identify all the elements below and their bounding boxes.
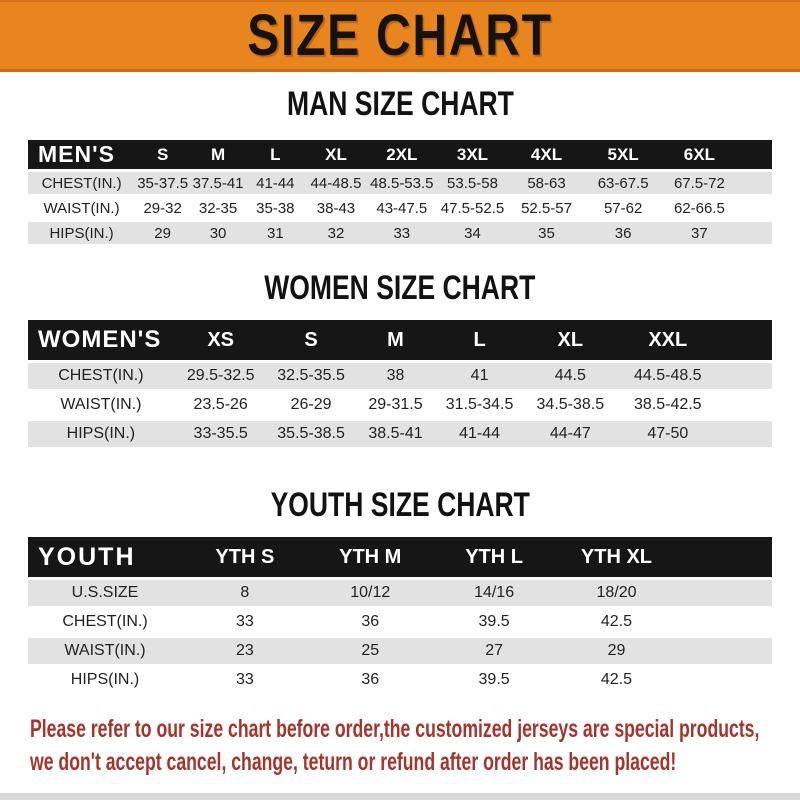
size-value-cell: 36 bbox=[584, 222, 661, 244]
size-value-cell: 32 bbox=[305, 222, 367, 244]
size-value-cell: 39.5 bbox=[433, 609, 556, 635]
size-value-cell: 30 bbox=[190, 222, 246, 244]
table-row bbox=[28, 197, 772, 219]
size-value-cell: 23 bbox=[182, 638, 308, 664]
size-value-cell: 31 bbox=[246, 222, 305, 244]
size-value-cell: 41 bbox=[436, 363, 522, 389]
man-section-heading-wrap bbox=[0, 85, 800, 124]
size-value-cell: 37 bbox=[662, 222, 737, 244]
table-corner-label: WOMEN'S bbox=[28, 320, 174, 360]
size-column-header: 2XL bbox=[367, 140, 436, 169]
row-spacer bbox=[718, 421, 772, 447]
size-column-header: YTH XL bbox=[555, 537, 677, 577]
banner-title: SIZE CHART bbox=[247, 3, 553, 68]
men-size-table bbox=[28, 137, 772, 247]
women-size-chart-heading: WOMEN SIZE CHART bbox=[264, 269, 536, 307]
youth-section-heading-wrap bbox=[0, 486, 800, 525]
size-value-cell: 47.5-52.5 bbox=[436, 197, 508, 219]
size-column-header: YTH L bbox=[433, 537, 556, 577]
size-value-cell: 18/20 bbox=[555, 580, 677, 606]
footer-line-2: we don't accept cancel, change, teturn or refund after order has been placed! bbox=[30, 748, 677, 776]
size-column-header: XS bbox=[174, 320, 268, 360]
youth-header-row bbox=[28, 537, 772, 577]
row-label: HIPS(IN.) bbox=[28, 667, 182, 693]
size-value-cell: 67.5-72 bbox=[662, 172, 737, 194]
size-value-cell: 44-48.5 bbox=[305, 172, 367, 194]
size-value-cell: 34 bbox=[436, 222, 508, 244]
table-row bbox=[28, 363, 772, 389]
size-column-header: S bbox=[135, 140, 190, 169]
row-spacer bbox=[718, 392, 772, 418]
youth-size-table bbox=[28, 534, 772, 696]
size-column-header: 6XL bbox=[662, 140, 737, 169]
size-value-cell: 42.5 bbox=[555, 667, 677, 693]
size-value-cell: 32.5-35.5 bbox=[268, 363, 355, 389]
table-row bbox=[28, 392, 772, 418]
size-value-cell: 25 bbox=[308, 638, 433, 664]
size-value-cell: 58-63 bbox=[509, 172, 585, 194]
size-value-cell: 26-29 bbox=[268, 392, 355, 418]
size-column-header: XL bbox=[305, 140, 367, 169]
size-value-cell: 8 bbox=[182, 580, 308, 606]
row-spacer bbox=[677, 609, 772, 635]
size-value-cell: 42.5 bbox=[555, 609, 677, 635]
size-column-header: L bbox=[436, 320, 522, 360]
women-size-table bbox=[28, 317, 772, 450]
women-header-row bbox=[28, 320, 772, 360]
size-value-cell: 38.5-42.5 bbox=[618, 392, 718, 418]
size-value-cell: 47-50 bbox=[618, 421, 718, 447]
size-value-cell: 48.5-53.5 bbox=[367, 172, 436, 194]
size-value-cell: 63-67.5 bbox=[584, 172, 661, 194]
size-value-cell: 23.5-26 bbox=[174, 392, 268, 418]
size-value-cell: 37.5-41 bbox=[190, 172, 246, 194]
table-row bbox=[28, 421, 772, 447]
header-spacer bbox=[737, 140, 772, 169]
size-value-cell: 29 bbox=[555, 638, 677, 664]
size-value-cell: 29 bbox=[135, 222, 190, 244]
size-value-cell: 35 bbox=[509, 222, 585, 244]
size-value-cell: 38-43 bbox=[305, 197, 367, 219]
row-label: U.S.SIZE bbox=[28, 580, 182, 606]
size-column-header: XXL bbox=[618, 320, 718, 360]
size-column-header: M bbox=[190, 140, 246, 169]
size-value-cell: 44.5 bbox=[523, 363, 618, 389]
row-label: HIPS(IN.) bbox=[28, 421, 174, 447]
table-row bbox=[28, 609, 772, 635]
size-value-cell: 10/12 bbox=[308, 580, 433, 606]
row-spacer bbox=[737, 222, 772, 244]
table-row bbox=[28, 580, 772, 606]
size-value-cell: 41-44 bbox=[246, 172, 305, 194]
size-value-cell: 34.5-38.5 bbox=[523, 392, 618, 418]
table-row bbox=[28, 638, 772, 664]
size-column-header: YTH M bbox=[308, 537, 433, 577]
youth-size-chart-heading: YOUTH SIZE CHART bbox=[270, 486, 530, 524]
row-spacer bbox=[677, 667, 772, 693]
size-value-cell: 29.5-32.5 bbox=[174, 363, 268, 389]
row-spacer bbox=[737, 172, 772, 194]
size-column-header: 4XL bbox=[509, 140, 585, 169]
size-column-header: L bbox=[246, 140, 305, 169]
size-value-cell: 36 bbox=[308, 667, 433, 693]
size-value-cell: 57-62 bbox=[584, 197, 661, 219]
size-value-cell: 29-32 bbox=[135, 197, 190, 219]
size-value-cell: 29-31.5 bbox=[355, 392, 437, 418]
man-size-chart-heading: MAN SIZE CHART bbox=[286, 85, 514, 123]
size-value-cell: 41-44 bbox=[436, 421, 522, 447]
size-column-header: 5XL bbox=[584, 140, 661, 169]
size-value-cell: 52.5-57 bbox=[509, 197, 585, 219]
row-label: CHEST(IN.) bbox=[28, 363, 174, 389]
size-value-cell: 33 bbox=[182, 609, 308, 635]
size-value-cell: 53.5-58 bbox=[436, 172, 508, 194]
table-corner-label: YOUTH bbox=[28, 537, 182, 577]
women-section-heading-wrap bbox=[0, 269, 800, 308]
size-value-cell: 36 bbox=[308, 609, 433, 635]
size-value-cell: 43-47.5 bbox=[367, 197, 436, 219]
row-label: WAIST(IN.) bbox=[28, 638, 182, 664]
size-value-cell: 38 bbox=[355, 363, 437, 389]
size-value-cell: 33 bbox=[182, 667, 308, 693]
bottom-edge-strip bbox=[0, 793, 800, 800]
size-value-cell: 14/16 bbox=[433, 580, 556, 606]
row-spacer bbox=[677, 580, 772, 606]
header-spacer bbox=[718, 320, 772, 360]
row-spacer bbox=[677, 638, 772, 664]
row-label: WAIST(IN.) bbox=[28, 392, 174, 418]
row-label: WAIST(IN.) bbox=[28, 197, 135, 219]
size-column-header: M bbox=[355, 320, 437, 360]
size-column-header: YTH S bbox=[182, 537, 308, 577]
size-value-cell: 32-35 bbox=[190, 197, 246, 219]
size-value-cell: 35-37.5 bbox=[135, 172, 190, 194]
row-spacer bbox=[718, 363, 772, 389]
size-value-cell: 27 bbox=[433, 638, 556, 664]
size-value-cell: 39.5 bbox=[433, 667, 556, 693]
size-column-header: XL bbox=[523, 320, 618, 360]
size-value-cell: 44.5-48.5 bbox=[618, 363, 718, 389]
size-value-cell: 35.5-38.5 bbox=[268, 421, 355, 447]
size-column-header: S bbox=[268, 320, 355, 360]
row-label: CHEST(IN.) bbox=[28, 172, 135, 194]
size-column-header: 3XL bbox=[436, 140, 508, 169]
header-spacer bbox=[677, 537, 772, 577]
size-value-cell: 35-38 bbox=[246, 197, 305, 219]
men-header-row bbox=[28, 140, 772, 169]
row-label: CHEST(IN.) bbox=[28, 609, 182, 635]
row-spacer bbox=[737, 197, 772, 219]
size-value-cell: 38.5-41 bbox=[355, 421, 437, 447]
size-chart-banner bbox=[0, 0, 800, 72]
size-value-cell: 44-47 bbox=[523, 421, 618, 447]
row-label: HIPS(IN.) bbox=[28, 222, 135, 244]
table-row bbox=[28, 667, 772, 693]
table-corner-label: MEN'S bbox=[28, 140, 135, 169]
footer-line-1: Please refer to our size chart before order,the customized jerseys are special products, bbox=[30, 715, 760, 743]
size-value-cell: 62-66.5 bbox=[662, 197, 737, 219]
size-value-cell: 33-35.5 bbox=[174, 421, 268, 447]
size-value-cell: 33 bbox=[367, 222, 436, 244]
table-row bbox=[28, 222, 772, 244]
footer-note bbox=[30, 713, 800, 779]
table-row bbox=[28, 172, 772, 194]
size-value-cell: 31.5-34.5 bbox=[436, 392, 522, 418]
